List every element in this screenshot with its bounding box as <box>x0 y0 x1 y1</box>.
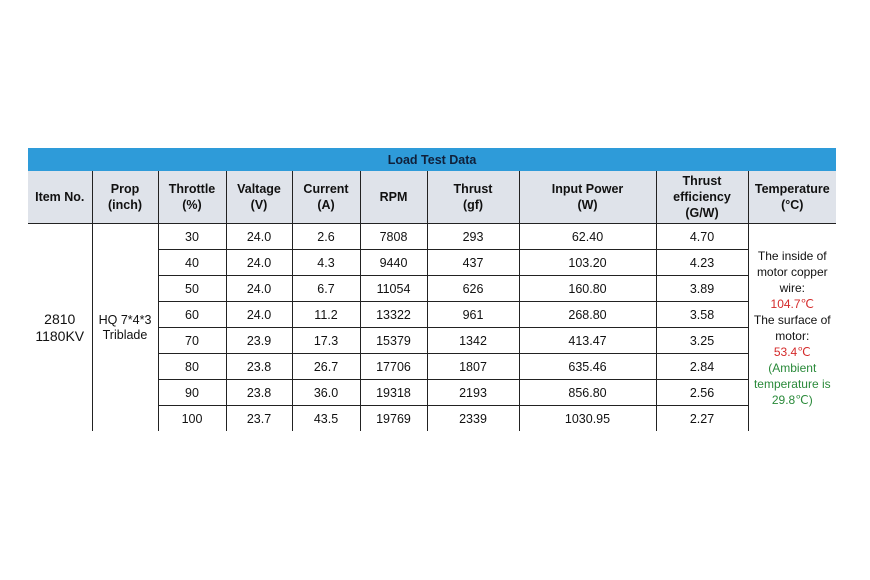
voltage-cell: 23.8 <box>226 354 292 380</box>
temp-text: The surface of <box>753 312 831 327</box>
voltage-cell: 24.0 <box>226 224 292 250</box>
current-cell: 43.5 <box>292 406 360 432</box>
throttle-cell: 40 <box>158 250 226 276</box>
header-temperature: Temperature (°C) <box>748 171 836 224</box>
current-cell: 17.3 <box>292 328 360 354</box>
rpm-cell: 19318 <box>360 380 427 406</box>
efficiency-cell: 2.56 <box>656 380 748 406</box>
input-power-cell: 160.80 <box>519 276 656 302</box>
header-thrust: Thrust (gf) <box>427 171 519 224</box>
efficiency-cell: 3.58 <box>656 302 748 328</box>
rpm-cell: 13322 <box>360 302 427 328</box>
thrust-cell: 2193 <box>427 380 519 406</box>
header-rpm: RPM <box>360 171 427 224</box>
efficiency-cell: 4.70 <box>656 224 748 250</box>
thrust-cell: 2339 <box>427 406 519 432</box>
efficiency-cell: 2.84 <box>656 354 748 380</box>
prop-cell: HQ 7*4*3 Triblade <box>92 224 158 432</box>
throttle-cell: 90 <box>158 380 226 406</box>
input-power-cell: 268.80 <box>519 302 656 328</box>
rpm-cell: 19769 <box>360 406 427 432</box>
voltage-cell: 23.7 <box>226 406 292 432</box>
temperature-cell <box>748 224 836 432</box>
surface-temp-value: 53.4℃ <box>773 344 811 359</box>
input-power-cell: 856.80 <box>519 380 656 406</box>
current-cell: 26.7 <box>292 354 360 380</box>
thrust-cell: 1807 <box>427 354 519 380</box>
copper-temp-value: 104.7℃ <box>770 296 815 311</box>
rpm-cell: 11054 <box>360 276 427 302</box>
thrust-cell: 961 <box>427 302 519 328</box>
header-voltage: Valtage (V) <box>226 171 292 224</box>
voltage-cell: 24.0 <box>226 250 292 276</box>
throttle-cell: 100 <box>158 406 226 432</box>
current-cell: 11.2 <box>292 302 360 328</box>
rpm-cell: 15379 <box>360 328 427 354</box>
table-row <box>28 224 836 250</box>
voltage-cell: 23.8 <box>226 380 292 406</box>
current-cell: 6.7 <box>292 276 360 302</box>
current-cell: 2.6 <box>292 224 360 250</box>
current-cell: 4.3 <box>292 250 360 276</box>
throttle-cell: 50 <box>158 276 226 302</box>
throttle-cell: 80 <box>158 354 226 380</box>
input-power-cell: 413.47 <box>519 328 656 354</box>
header-thrust-efficiency: Thrust efficiency (G/W) <box>656 171 748 224</box>
load-test-table <box>28 148 836 431</box>
voltage-cell: 24.0 <box>226 302 292 328</box>
ambient-text: temperature is <box>753 376 831 391</box>
header-prop: Prop (inch) <box>92 171 158 224</box>
header-throttle: Throttle (%) <box>158 171 226 224</box>
rpm-cell: 17706 <box>360 354 427 380</box>
header-input-power: Input Power (W) <box>519 171 656 224</box>
item-no-cell: 2810 1180KV <box>35 310 85 344</box>
temp-text: motor: <box>775 328 810 343</box>
efficiency-cell: 3.89 <box>656 276 748 302</box>
header-current: Current (A) <box>292 171 360 224</box>
thrust-cell: 1342 <box>427 328 519 354</box>
temp-text: wire: <box>779 280 805 295</box>
thrust-cell: 293 <box>427 224 519 250</box>
current-cell: 36.0 <box>292 380 360 406</box>
throttle-cell: 70 <box>158 328 226 354</box>
throttle-cell: 30 <box>158 224 226 250</box>
throttle-cell: 60 <box>158 302 226 328</box>
input-power-cell: 1030.95 <box>519 406 656 432</box>
ambient-text: (Ambient <box>768 360 817 375</box>
efficiency-cell: 3.25 <box>656 328 748 354</box>
voltage-cell: 24.0 <box>226 276 292 302</box>
table-title: Load Test Data <box>28 148 836 171</box>
table-body <box>28 224 836 432</box>
input-power-cell: 103.20 <box>519 250 656 276</box>
temp-text: The inside of <box>757 248 827 263</box>
input-power-cell: 635.46 <box>519 354 656 380</box>
header-item-no: Item No. <box>28 171 92 224</box>
temp-text: motor copper <box>756 264 828 279</box>
rpm-cell: 7808 <box>360 224 427 250</box>
voltage-cell: 23.9 <box>226 328 292 354</box>
efficiency-cell: 4.23 <box>656 250 748 276</box>
efficiency-cell: 2.27 <box>656 406 748 432</box>
ambient-temp-value: 29.8℃) <box>771 392 813 407</box>
thrust-cell: 626 <box>427 276 519 302</box>
thrust-cell: 437 <box>427 250 519 276</box>
header-row <box>28 171 836 224</box>
load-test-table-container <box>28 148 836 431</box>
rpm-cell: 9440 <box>360 250 427 276</box>
input-power-cell: 62.40 <box>519 224 656 250</box>
